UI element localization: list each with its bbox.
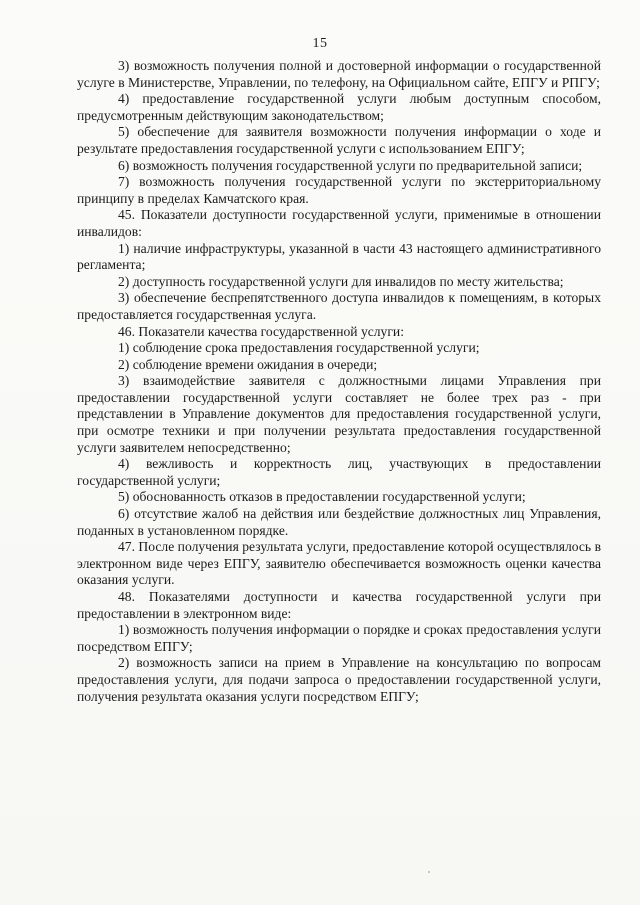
paragraph: 48. Показателями доступности и качества государственной услуги при предоставлении в электронном виде: <box>77 589 601 621</box>
paragraph: 6) возможность получения государственной услуги по предварительной записи; <box>118 157 583 173</box>
paragraph: 3) обеспечение беспрепятственного доступа инвалидов к помещениям, в которых предоставляется государственная услуга. <box>77 290 601 322</box>
paragraph: 4) вежливость и корректность лиц, участвующих в предоставлении государственной услуги; <box>77 456 601 488</box>
document-body <box>77 58 601 705</box>
page-number: 15 <box>312 36 328 51</box>
paragraph: 2) доступность государственной услуги для инвалидов по месту жительства; <box>118 273 564 289</box>
paragraph: 3) взаимодействие заявителя с должностными лицами Управления при предоставлении государственной услуги составляет не более трех раз - при представлении в Управление документов для предоставления государственной услуги, при осмотре техники и при получении результата предоставления государственной услуги заявителем непосредственно; <box>77 373 601 455</box>
paragraph: 6) отсутствие жалоб на действия или бездействие должностных лиц Управления, поданных в установленном порядке. <box>77 506 601 538</box>
paragraph: 46. Показатели качества государственной услуги: <box>118 323 404 339</box>
scan-speck <box>428 871 430 873</box>
paragraph: 3) возможность получения полной и достоверной информации о государственной услуге в Министерстве, Управлении, по телефону, на Официальном сайте, ЕПГУ и РПГУ; <box>77 58 601 90</box>
paragraph: 5) обеспечение для заявителя возможности получения информации о ходе и результате предоставления государственной услуги с использованием ЕПГУ; <box>77 124 601 156</box>
paragraph: 2) соблюдение времени ожидания в очереди; <box>118 356 378 372</box>
paragraph: 45. Показатели доступности государственной услуги, применимые в отношении инвалидов: <box>77 207 601 239</box>
paragraph: 1) возможность получения информации о порядке и сроках предоставления услуги посредством ЕПГУ; <box>77 622 601 654</box>
paragraph: 2) возможность записи на прием в Управление на консультацию по вопросам предоставления услуги, для подачи запроса о предоставлении государственной услуги, получения результата оказания услуги посредством ЕПГУ; <box>77 655 601 704</box>
paragraph: 5) обоснованность отказов в предоставлении государственной услуги; <box>118 489 526 505</box>
paragraph: 4) предоставление государственной услуги любым доступным способом, предусмотренным действующим законодательством; <box>77 91 601 123</box>
paragraph: 1) соблюдение срока предоставления государственной услуги; <box>118 340 480 356</box>
paragraph: 1) наличие инфраструктуры, указанной в части 43 настоящего административного регламента; <box>77 240 601 273</box>
paragraph: 7) возможность получения государственной услуги по экстерриториальному принципу в пределах Камчатского края. <box>77 174 601 206</box>
paragraph: 47. После получения результата услуги, предоставление которой осуществлялось в электронном виде через ЕПГУ, заявителю обеспечивается возможность оценки качества оказания услуги. <box>77 539 601 588</box>
